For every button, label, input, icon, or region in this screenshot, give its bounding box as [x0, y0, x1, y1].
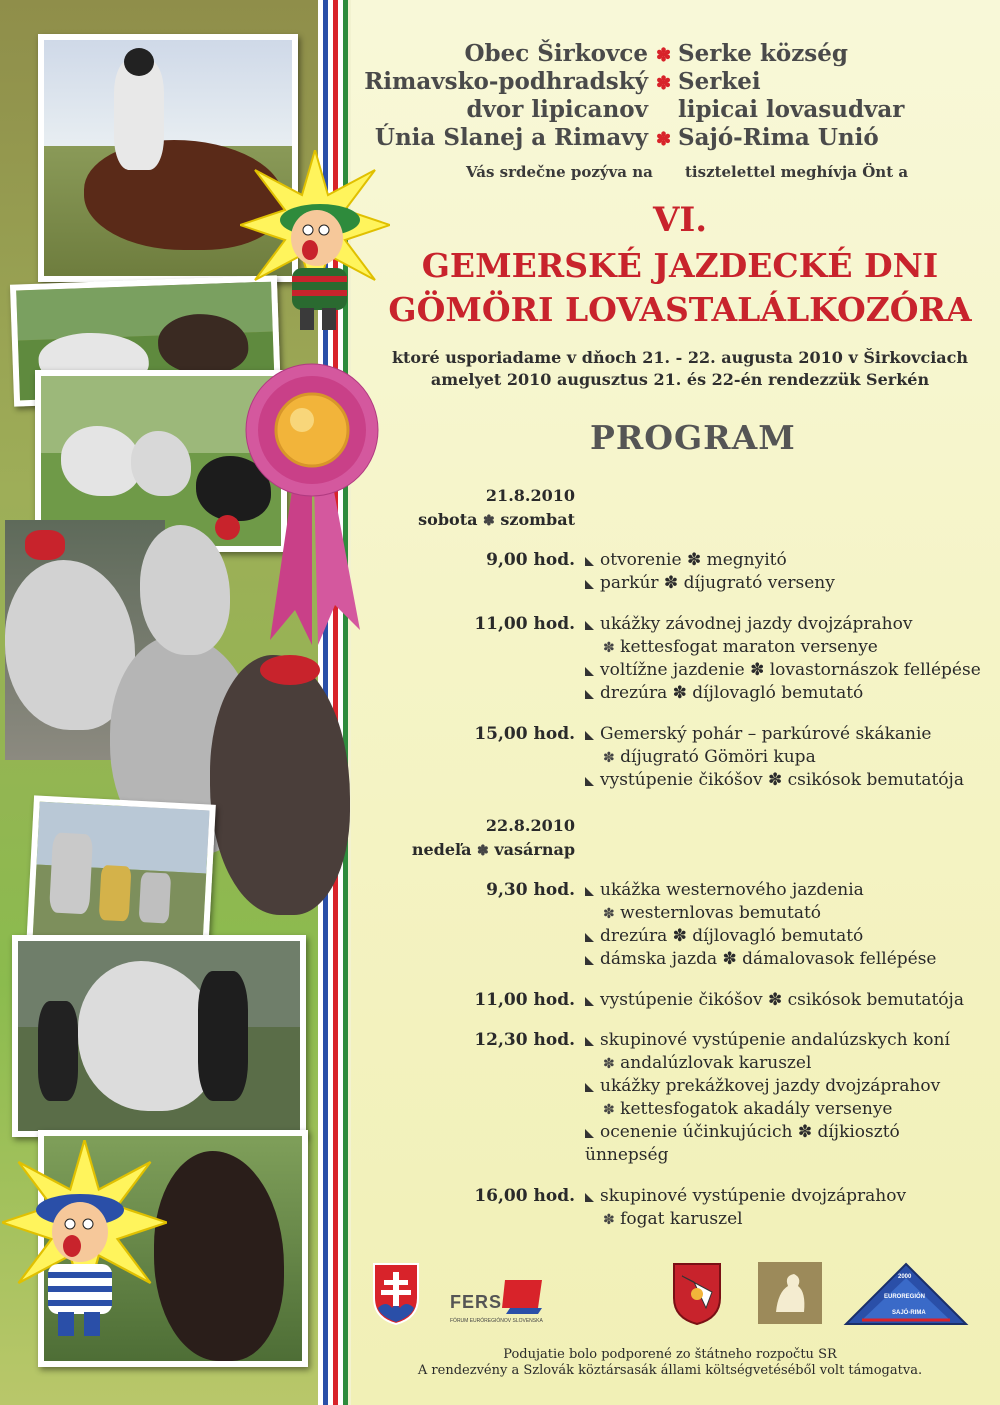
event-item-continued: ünnepség [585, 1145, 669, 1165]
day1-date: 21.8.2010 [485, 486, 575, 505]
event-subitem: ✽ westernlovas bemutató [603, 903, 822, 923]
event-item: parkúr ✽ díjugrató verseny [585, 573, 835, 593]
fers-logo [450, 1278, 545, 1328]
event-time: 9,00 hod. [486, 550, 575, 570]
euroregion-logo [842, 1262, 970, 1326]
slovak-coat-of-arms-icon [372, 1262, 420, 1326]
event-time: 11,00 hod. [474, 614, 575, 634]
event-item: vystúpenie čikóšov ✽ csikósok bemutatója [585, 990, 964, 1010]
event-item: skupinové vystúpenie dvojzáprahov [585, 1186, 906, 1206]
event-item: otvorenie ✽ megnyitó [585, 550, 787, 570]
bullet-icon [585, 997, 594, 1006]
bullet-icon [585, 1037, 594, 1046]
euroregion-text: EUROREGIÓN [884, 1294, 926, 1300]
euroregion-subtext: SAJÓ-RIMA [892, 1310, 926, 1316]
fers-subtext: FÓRUM EURÓREGIÓNOV SLOVENSKA [450, 1318, 543, 1324]
day1-hu: szombat [500, 510, 575, 529]
event-subitem: ✽ kettesfogatok akadály versenye [603, 1099, 893, 1119]
serke-coat-of-arms-icon [672, 1262, 722, 1326]
photo-lipizzaner [12, 935, 306, 1137]
day2-name [412, 840, 575, 859]
day1-name [418, 510, 575, 529]
event-item: vystúpenie čikóšov ✽ csikósok bemutatója [585, 770, 964, 790]
bullet-icon [585, 1129, 594, 1138]
organizer-hu-2: Serkei [678, 68, 761, 95]
separator-star: ✽ [656, 129, 672, 150]
bullet-icon [585, 621, 594, 630]
event-time: 15,00 hod. [474, 724, 575, 744]
edition-number: VI. [652, 200, 708, 240]
bullet-icon [585, 956, 594, 965]
footer-sk: Podujatie bolo podporené zo štátneho rozpočtu SR [503, 1347, 837, 1362]
day2-hu: vasárnap [494, 840, 575, 859]
day2-sk: nedeľa [411, 840, 472, 859]
subtitle-hu: amelyet 2010 augusztus 21. és 22-én rendezzük Serkén [430, 370, 930, 389]
fers-text: FERS [450, 1292, 503, 1312]
event-subitem: ✽ díjugrató Gömöri kupa [603, 747, 816, 767]
separator-star: ✽ [477, 843, 489, 859]
event-item: Gemerský pohár – parkúrové skákanie [585, 724, 931, 744]
euroregion-year: 2000 [898, 1274, 912, 1280]
organizer-sk-2: Rimavsko-podhradský [364, 68, 648, 95]
event-item: drezúra ✽ díjlovagló bemutató [585, 926, 863, 946]
event-item: ukážky závodnej jazdy dvojzáprahov [585, 614, 912, 634]
subtitle-sk: ktoré usporiadame v dňoch 21. - 22. augusta 2010 v Širkovciach [391, 348, 969, 367]
bullet-icon [585, 1083, 594, 1092]
footer-hu: A rendezvény a Szlovák köztársasák állami költségvetéséből volt támogatva. [417, 1363, 923, 1378]
organizer-hu-4: Sajó-Rima Unió [678, 124, 879, 151]
title-sk: GEMERSKÉ JAZDECKÉ DNI [421, 246, 939, 285]
event-item: drezúra ✽ díjlovagló bemutató [585, 683, 863, 703]
bullet-icon [585, 690, 594, 699]
separator-star: ✽ [656, 73, 672, 94]
bullet-icon [585, 777, 594, 786]
event-item: ukážka westernového jazdenia [585, 880, 864, 900]
event-subitem: ✽ fogat karuszel [603, 1209, 743, 1229]
event-subitem: ✽ kettesfogat maraton versenye [603, 637, 878, 657]
bullet-icon [585, 887, 594, 896]
bullet-icon [585, 557, 594, 566]
event-time: 16,00 hod. [474, 1186, 575, 1206]
organizer-hu-1: Serke község [678, 40, 848, 67]
event-time: 11,00 hod. [474, 990, 575, 1010]
bullet-icon [585, 667, 594, 676]
invite-sk: Vás srdečne pozýva na [466, 163, 653, 181]
day2-date: 22.8.2010 [485, 816, 575, 835]
bullet-icon [585, 580, 594, 589]
event-subitem: ✽ andalúzlovak karuszel [603, 1053, 812, 1073]
bullet-icon [585, 933, 594, 942]
day1-sk: sobota [418, 510, 478, 529]
event-item: dámska jazda ✽ dámalovasok fellépése [585, 949, 937, 969]
event-item: skupinové vystúpenie andalúzskych koní [585, 1030, 950, 1050]
bullet-icon [585, 731, 594, 740]
event-item: ocenenie účinkujúcich ✽ díjkiosztó [585, 1122, 900, 1142]
cartoon-boy-icon [262, 190, 382, 335]
lipizzaner-stud-logo-icon [758, 1262, 822, 1324]
organizer-sk-4: Únia Slanej a Rimavy [374, 124, 648, 151]
cartoon-boy-sailor-icon [20, 1180, 150, 1340]
photo-trophies [26, 795, 216, 956]
separator-star: ✽ [656, 45, 672, 66]
event-time: 9,30 hod. [486, 880, 575, 900]
organizer-hu-3: lipicai lovasudvar [678, 96, 905, 123]
organizer-sk-1: Obec Širkovce [464, 40, 648, 67]
event-item: ukážky prekážkovej jazdy dvojzáprahov [585, 1076, 940, 1096]
event-time: 12,30 hod. [474, 1030, 575, 1050]
rosette-award-icon [240, 360, 385, 650]
event-item: voltížne jazdenie ✽ lovastornászok fellépése [585, 660, 981, 680]
bullet-icon [585, 1193, 594, 1202]
organizer-sk-3: dvor lipicanov [466, 96, 648, 123]
program-heading: PROGRAM [590, 418, 796, 457]
title-hu: GÖMÖRI LOVASTALÁLKOZÓRA [388, 290, 972, 329]
separator-star: ✽ [483, 513, 495, 529]
invite-hu: tisztelettel meghívja Önt a [685, 163, 909, 181]
